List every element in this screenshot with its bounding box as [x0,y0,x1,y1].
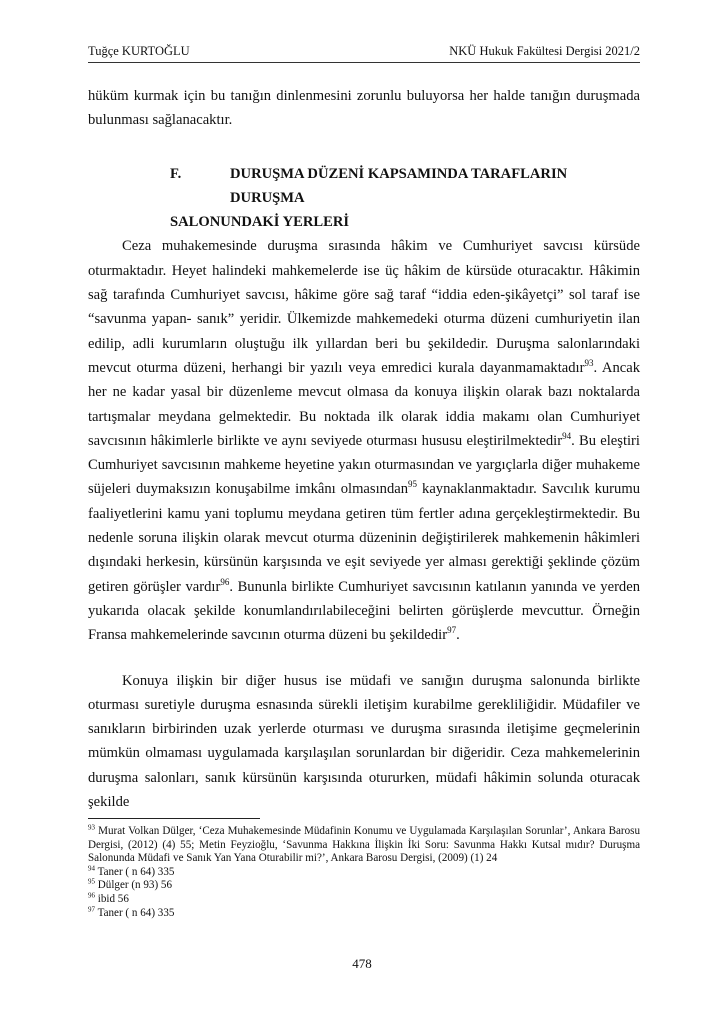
footnote-93 [88,825,640,866]
footnote-number: 97 [88,904,95,913]
footnote-rule [88,818,260,819]
footnote-ref-96[interactable]: 96 [220,576,230,587]
para1-text-5: . Bununla birlikte Cumhuriyet savcısının katılanın yanında ve yerden yukarıda olacak şekilde konumlandırılabileceğini belirten görüşlerde mevcuttur. Örneğin Fransa mahkemelerinde savcının oturma düzeni bu şekildedir [88,578,640,644]
para1-text-2: . Ancak her ne kadar yasal bir düzenleme mevcut olmasa da konuya ilişkin olarak bazı noktalarda tartışmalar meydana gelmektedir. Bu noktada ilk olarak iddia makamı olan Cumhuriyet savcısının hâkimlerle birlikte ve aynı seviyede oturması hususu eleştirilmektedir [88,359,640,449]
footnote-ref-97[interactable]: 97 [447,625,457,636]
header-rule [88,62,640,63]
footnote-text: ibid 56 [95,892,129,905]
footnote-number: 95 [88,877,95,886]
footnote-text: Murat Volkan Dülger, ‘Ceza Muhakemesinde Müdafinin Konumu ve Uygulamada Karşılaşılan Sorunlar’, Ankara Barosu Dergisi, (2012) (4) 55; Metin Feyzioğlu, ‘Savunma Hakkına İlişkin İki Soru: Savunma Hakkı Kutsal mıdır? Duruşma Salonunda Müdafi ve Sanık Yan Yana Oturabilir mi?’, Ankara Barosu Dergisi, (2009) (1) 24 [88,825,640,865]
para1-text-6: . [456,627,460,644]
footnote-94 [88,866,640,880]
running-header [88,44,640,60]
header-author: Tuğçe KURTOĞLU [88,44,190,58]
footnote-97 [88,904,640,921]
intro-paragraph: hüküm kurmak için bu tanığın dinlenmesini zorunlu buluyorsa her halde tanığın duruşmada bulunması sağlanacaktır. [88,88,640,129]
section-title-line1: DURUŞMA DÜZENİ KAPSAMINDA TARAFLARIN DURUŞMA [230,165,568,206]
para1-text-1: Ceza muhakemesinde duruşma sırasında hâkim ve Cumhuriyet savcısı kürsüde oturmaktadır. Heyet halindeki mahkemelerde ise üç hâkim de kürsüde oturacaktır. Hâkimin sağ tarafında Cumhuriyet savcısı, hâkime göre sağ taraf “iddia eden-şikâyetçi” sol taraf ise “savunma yapan- sanık” yeridir. Ülkemizde mahkemedeki oturma düzeni cumhuriyetin ilan edilip, adli kurumların oluştuğu ilk yıllardan beri bu şekildedir. Duruşma salonlarındaki mevcut oturma düzeni, herhangi bir yazılı veya emredici kurala dayanmamaktadır [88,238,640,376]
main-text [88,84,640,814]
section-title-line2: SALONUNDAKİ YERLERİ [170,214,350,231]
footnote-text: Dülger (n 93) 56 [95,879,173,892]
footnote-ref-94[interactable]: 94 [562,431,572,441]
footnote-number: 94 [88,864,95,873]
para1-text-4: kaynaklanmaktadır. Savcılık kurumu faaliyetlerini kamu yani toplumu meydana getiren tüm fertler adına gerçekleştirmektedir. Bu nedenle soruna ilişkin olarak mevcut oturma düzeninin değiştirilerek mahkemenin hâkimleri dışındaki herkesin, kürsünün karşısında ve eşit seviyede yer alması gerektiği şeklinde çözüm getiren görüşler vardır [88,481,640,595]
section-heading [88,162,640,235]
footnote-96 [88,893,640,907]
page-number: 478 [352,956,372,971]
footnotes [88,825,640,920]
para1-text-3: . Bu eleştiri Cumhuriyet savcısının mahkeme heyetine yakın oturmasından ve yargıçlarla diğer muhakeme süjeleri duymaksızın konuşabilme imkânı olmasından [88,432,640,498]
section-letter: F. [170,165,182,182]
footnote-number: 96 [88,891,95,900]
footnote-95 [88,879,640,893]
header-journal: NKÜ Hukuk Fakültesi Dergisi 2021/2 [449,44,640,58]
paragraph-2: Konuya ilişkin bir diğer husus ise müdafi ve sanığın duruşma salonunda birlikte oturması suretiyle duruşma esnasında sürekli iletişim kurabilme gerekliliğidir. Müdafiler ve sanıkların birbirinden uzak yerlerde oturması ve duruşma sırasında iletişime geçmelerinin mümkün olmaması uygulamada karşılaşılan sorunlardan bir diğeridir. Ceza mahkemelerinin duruşma salonları, sanık kürsünün karşısında otururken, müdafi hâkimin solunda oturacak şekilde [88,672,640,811]
footnote-ref-95[interactable]: 95 [408,479,418,490]
footnote-text: Taner ( n 64) 335 [95,906,175,919]
footnote-text: Taner ( n 64) 335 [95,865,175,878]
paragraph-gap [88,648,640,669]
footnote-number: 93 [88,823,95,832]
paragraph-1 [88,234,640,647]
footnote-ref-93[interactable]: 93 [584,358,594,369]
